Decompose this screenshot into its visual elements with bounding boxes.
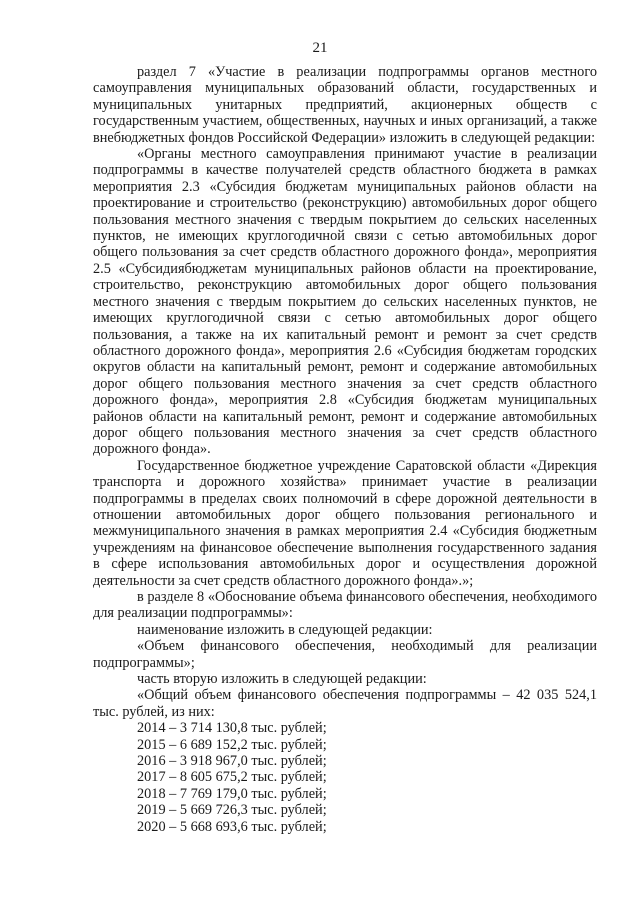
- paragraph-section-7: раздел 7 «Участие в реализации подпрограммы органов местного самоуправления муниципальных образований области, государственных и муниципальных унитарных предприятий, акционерных обществ с государственным участием, общественных, научных и иных организаций, а также внебюджетных фондов Российской Федерации» изложить в следующей редакции:: [93, 64, 597, 146]
- paragraph-state-institution: Государственное бюджетное учреждение Саратовской области «Дирекция транспорта и дорожного хозяйства» принимает участие в реализации подпрограммы в пределах своих полномочий в сфере дорожной деятельности в отношении автомобильных дорог общего пользования регионального и межмуниципального значения в рамках мероприятия 2.4 «Субсидия бюджетным учреждениям на финансовое обеспечение выполнения государственного задания в сфере использования автомобильных дорог и осуществления дорожной деятельности за счет средств областного дорожного фонда».»;: [93, 457, 597, 589]
- list-item: 2020 – 5 668 693,6 тыс. рублей;: [137, 818, 327, 835]
- funding-by-year-list: [93, 720, 597, 835]
- paragraph-total-volume: «Общий объем финансового обеспечения подпрограммы – 42 035 524,1 тыс. рублей, из них:: [93, 687, 597, 720]
- paragraph-new-name: «Объем финансового обеспечения, необходимый для реализации подпрограммы»;: [93, 638, 597, 671]
- list-item: 2016 – 3 918 967,0 тыс. рублей;: [137, 753, 327, 770]
- document-body: [93, 64, 597, 835]
- list-item: 2017 – 8 605 675,2 тыс. рублей;: [137, 769, 327, 786]
- paragraph-name-change: наименование изложить в следующей редакции:: [137, 621, 433, 638]
- paragraph-part-two: часть вторую изложить в следующей редакции:: [137, 671, 427, 688]
- paragraph-section-8: в разделе 8 «Обоснование объема финансового обеспечения, необходимого для реализации подпрограммы»:: [93, 589, 597, 622]
- paragraph-local-government: «Органы местного самоуправления принимают участие в реализации подпрограммы в качестве получателей средств областного бюджета в рамках мероприятия 2.3 «Субсидия бюджетам муниципальных районов области на проектирование и строительство (реконструкцию) автомобильных дорог общего пользования местного значения с твердым покрытием до сельских населенных пунктов, не имеющих круглогодичной связи с сетью автомобильных дорог общего пользования за счет средств областного дорожного фонда», мероприятия 2.5 «Субсидиябюджетам муниципальных районов области на проектирование, строительство, реконструкцию автомобильных дорог общего пользования местного значения с твердым покрытием до сельских населенных пунктов, не имеющих круглогодичной связи с сетью автомобильных дорог общего пользования, а также на их капитальный ремонт и ремонт за счет средств областного дорожного фонда», мероприятия 2.6 «Субсидия бюджетам городских округов области на капитальный ремонт, ремонт и содержание автомобильных дорог общего пользования местного значения за счет средств областного дорожного фонда», мероприятия 2.8 «Субсидия бюджетам муниципальных районов области на капитальный ремонт, ремонт и содержание автомобильных дорог общего пользования местного значения за счет средств областного дорожного фонда».: [93, 146, 597, 458]
- list-item: 2019 – 5 669 726,3 тыс. рублей;: [137, 802, 327, 819]
- list-item: 2018 – 7 769 179,0 тыс. рублей;: [137, 785, 327, 802]
- page-number: 21: [312, 40, 328, 56]
- list-item: 2014 – 3 714 130,8 тыс. рублей;: [137, 720, 327, 737]
- list-item: 2015 – 6 689 152,2 тыс. рублей;: [137, 736, 327, 753]
